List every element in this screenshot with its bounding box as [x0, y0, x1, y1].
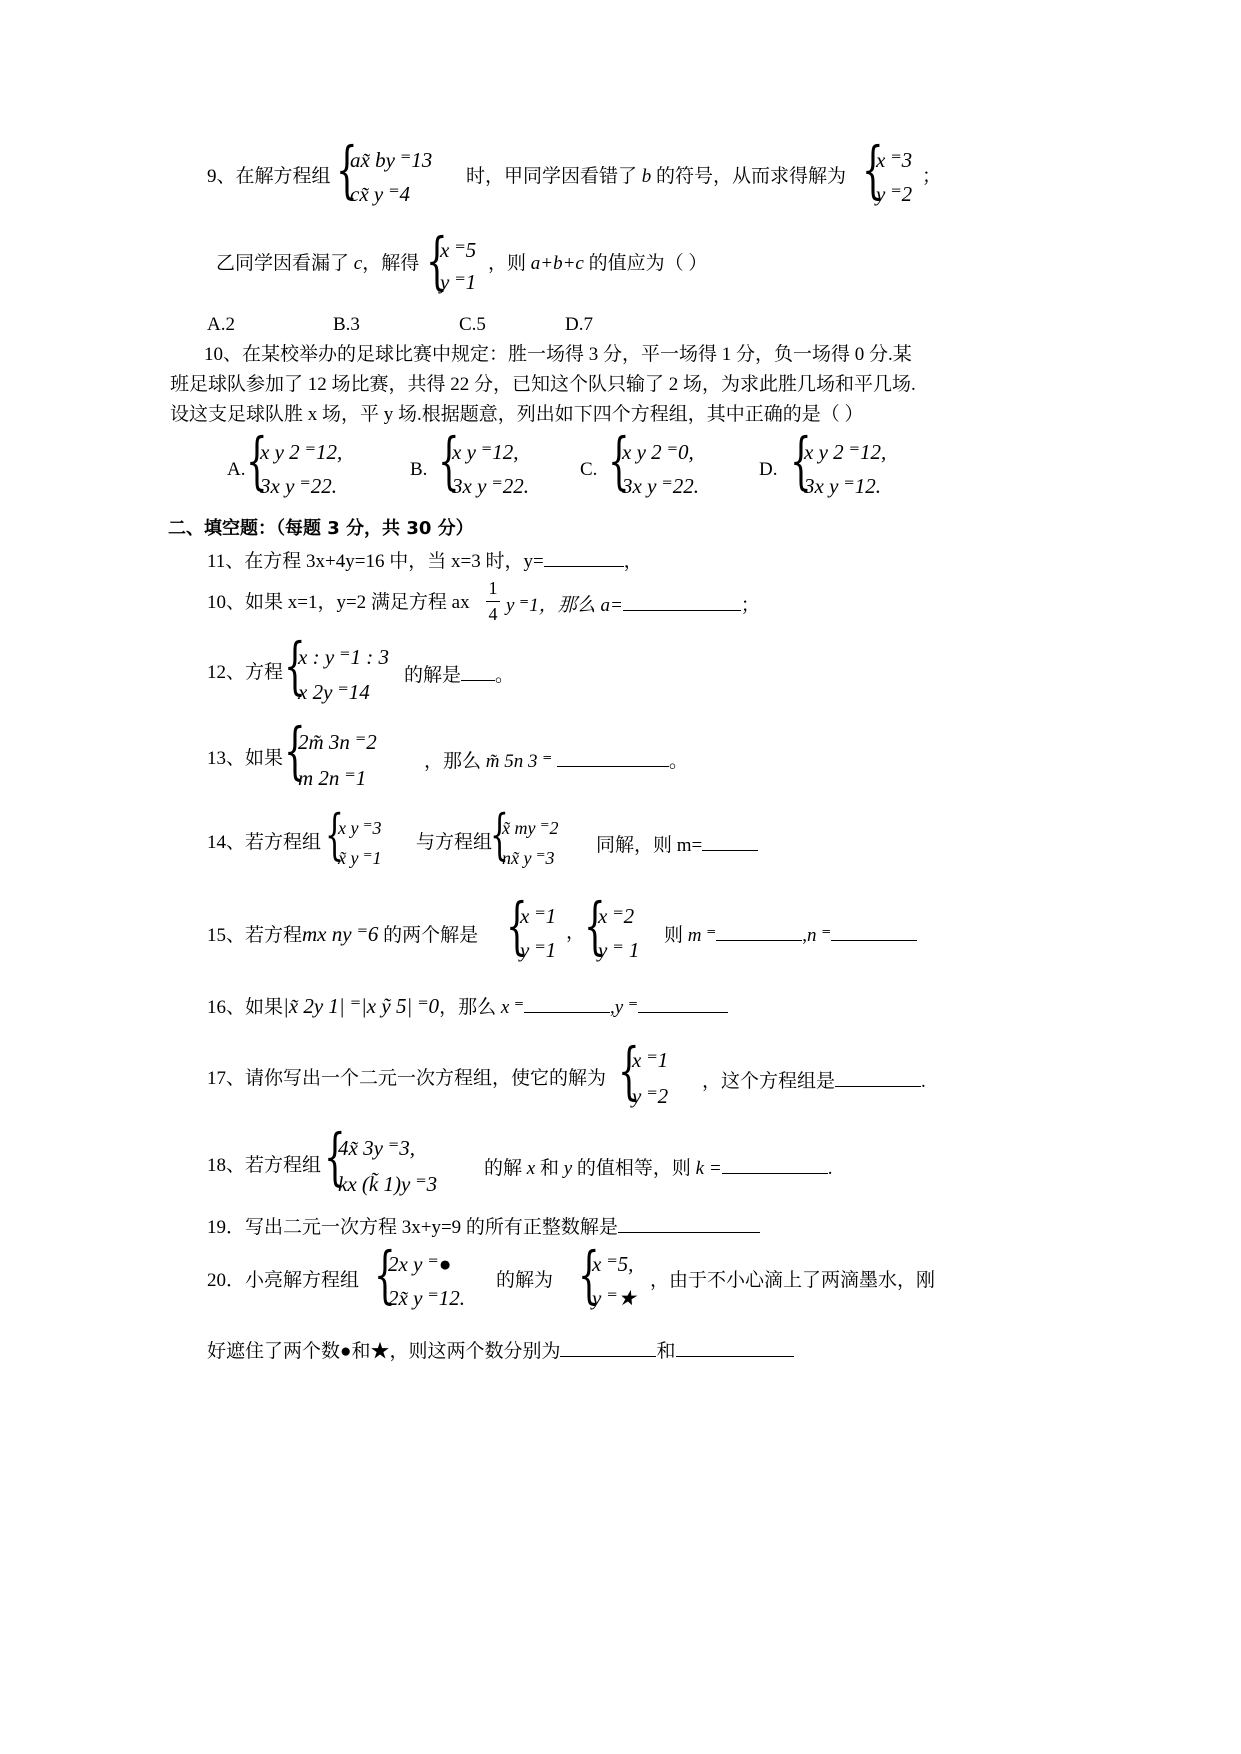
q9-mid: 时，甲同学因看错了 b 的符号，从而求得解为: [466, 166, 847, 187]
q20-sol-row-1: x ⁼5,: [592, 1252, 634, 1276]
q12-row-2: x 2y ⁼14: [298, 680, 370, 704]
q20-blank-1[interactable]: [560, 1338, 656, 1357]
q10-opt-d-row-1: x y 2 ⁼12,: [804, 440, 887, 464]
q13-text-2: ，那么 m̃ 5n 3 ⁼ 。: [424, 748, 688, 774]
q10-opt-a-label: A.: [227, 459, 246, 480]
q9-sol-row-2: y ⁼2: [876, 182, 913, 206]
q20-sys-row-2: 2x̃ y ⁼12.: [388, 1286, 465, 1310]
q9-intro: 9、在解方程组: [207, 166, 331, 187]
q10-opt-c-row-1: x y 2 ⁼0,: [622, 440, 694, 464]
q10-opt-b-row-1: x y ⁼12,: [452, 440, 519, 464]
q10-opt-d-row-2: 3x y ⁼12.: [804, 474, 881, 498]
q17-answer-blank[interactable]: [835, 1068, 921, 1087]
q14-sys2-row-2: nx̃ y ⁼3: [502, 848, 555, 868]
q10-opt-b-label: B.: [410, 459, 428, 480]
q9-option-d: D.7: [565, 314, 593, 335]
q14-brace-1: {: [325, 803, 344, 866]
q20-line-2: 好遮住了两个数●和★，则这两个数分别为 和: [207, 1338, 794, 1364]
q9-line2: 乙同学因看漏了 c，解得: [216, 253, 420, 274]
q10-line-3: 设这支足球队胜 x 场，平 y 场.根据题意，列出如下四个方程组，其中正确的是（ ）: [170, 404, 864, 425]
q19-answer-blank[interactable]: [618, 1214, 760, 1233]
q15-m-blank[interactable]: [716, 922, 802, 941]
q10b-text-2: y ⁼1，那么 a= ；: [506, 592, 760, 618]
q14-sys1-row-1: x y ⁼3: [338, 818, 382, 838]
q14-text: 14、若方程组: [207, 832, 322, 853]
q15-sol1-row-2: y ⁼1: [520, 938, 557, 962]
q17-row-1: x ⁼1: [632, 1048, 669, 1072]
q15-sol1-row-1: x ⁼1: [520, 904, 557, 928]
q14-sys2-row-1: x̃ my ⁼2: [502, 818, 559, 838]
q15-brace-2: {: [584, 889, 606, 962]
q9-option-c: C.5: [459, 314, 486, 335]
q17-text-2: ，这个方程组是 .: [702, 1068, 926, 1094]
q15-text: 15、若方程mx ny ⁼6 的两个解是: [207, 922, 479, 946]
q13-text: 13、如果: [207, 748, 284, 769]
q9-brace-2: {: [862, 133, 884, 206]
q10-opt-c-brace: {: [608, 424, 630, 497]
q9-option-b: B.3: [333, 314, 360, 335]
q15-n-blank[interactable]: [831, 922, 917, 941]
q18-text: 18、若方程组: [207, 1155, 322, 1176]
q9-option-a: A.2: [207, 314, 235, 335]
q9-brace-1: {: [336, 133, 358, 206]
q16-x-blank[interactable]: [524, 994, 610, 1013]
q9-sol2-row-1: x ⁼5: [440, 238, 477, 262]
q9-line2-end: ，则 a+b+c 的值应为（ ）: [488, 253, 708, 274]
q18-text-2: 的解 x 和 y 的值相等，则 k = .: [484, 1155, 832, 1181]
q12-brace: {: [284, 629, 306, 702]
q10-opt-c-label: C.: [580, 459, 598, 480]
q14-text-3: 同解，则 m=: [596, 832, 758, 858]
q9-brace-3: {: [426, 224, 448, 297]
q14-answer-blank[interactable]: [702, 832, 758, 851]
q13-row-2: m 2n ⁼1: [298, 766, 367, 790]
q15-sol2-row-2: y ⁼ 1: [598, 938, 640, 962]
q10b-fraction: 1 4: [486, 578, 500, 625]
q12-row-1: x : y ⁼1 : 3: [298, 645, 389, 669]
q19-text: 19．写出二元一次方程 3x+y=9 的所有正整数解是: [207, 1214, 760, 1240]
q15-sol2-row-1: x ⁼2: [598, 904, 635, 928]
q20-text-3: ，由于不小心滴上了两滴墨水，刚: [650, 1270, 936, 1291]
q10-opt-a-brace: {: [246, 424, 268, 497]
q14-sys1-row-2: x̃ y ⁼1: [338, 848, 382, 868]
q17-row-2: y ⁼2: [632, 1084, 669, 1108]
q20-brace-1: {: [374, 1238, 396, 1311]
q10-line-1: 10、在某校举办的足球比赛中规定：胜一场得 3 分，平一场得 1 分，负一场得 0 分.某: [204, 344, 912, 365]
section-title-fill-in: 二、填空题：（每题 3 分，共 30 分）: [168, 518, 474, 539]
q18-row-1: 4x̃ 3y ⁼3,: [338, 1136, 415, 1160]
q10-opt-c-row-2: 3x y ⁼22.: [622, 474, 699, 498]
q9-sol2-row-2: y ⁼1: [440, 270, 477, 294]
q10-opt-d-brace: {: [790, 424, 812, 497]
q12-answer-blank[interactable]: [461, 662, 495, 681]
q12-text: 12、方程: [207, 662, 284, 683]
q13-answer-blank[interactable]: [557, 748, 669, 767]
q20-sol-row-2: y ⁼★: [592, 1286, 637, 1310]
q20-text-2: 的解为: [496, 1270, 554, 1291]
q18-brace: {: [324, 1120, 346, 1193]
q17-brace: {: [618, 1034, 640, 1107]
q15-comma: ，: [566, 922, 586, 943]
q10-opt-a-row-1: x y 2 ⁼12,: [260, 440, 343, 464]
q20-blank-2[interactable]: [676, 1338, 794, 1357]
q9-sys-row-2: cx̃ y ⁼4: [350, 182, 411, 206]
q16-text: 16、如果|x̃ 2y 1| ⁼|x ỹ 5| ⁼0，那么 x ⁼ ,y ⁼: [207, 994, 728, 1020]
q16-y-blank[interactable]: [638, 994, 728, 1013]
q15-brace-1: {: [506, 889, 528, 962]
q11-answer-blank[interactable]: [544, 548, 624, 567]
q18-row-2: kx (k̃ 1)y ⁼3: [338, 1172, 438, 1196]
q10-opt-d-label: D.: [759, 459, 778, 480]
q10-opt-a-row-2: 3x y ⁼22.: [260, 474, 337, 498]
q10b-answer-blank[interactable]: [623, 592, 741, 611]
q13-brace: {: [284, 714, 306, 787]
q14-brace-2: {: [490, 803, 509, 866]
q14-text-2: 与方程组: [416, 832, 493, 853]
q17-text: 17、请你写出一个二元一次方程组，使它的解为: [207, 1068, 607, 1089]
q13-row-1: 2m̃ 3n ⁼2: [298, 730, 377, 754]
q10-line-2: 班足球队参加了 12 场比赛，共得 22 分，已知这个队只输了 2 场，为求此胜几场和平几场.: [170, 374, 916, 395]
q9-end: ；: [922, 166, 942, 187]
q20-text: 20．小亮解方程组: [207, 1270, 360, 1291]
q9-sys-row-1: ax̃ by ⁼13: [350, 148, 433, 172]
q20-brace-2: {: [578, 1238, 600, 1311]
q15-text-2: 则 m ⁼ ,n ⁼: [664, 922, 917, 948]
q11-text: 11、在方程 3x+4y=16 中，当 x=3 时，y= ，: [207, 548, 643, 574]
q10-opt-b-row-2: 3x y ⁼22.: [452, 474, 529, 498]
q12-text-2: 的解是 。: [404, 662, 514, 688]
q18-answer-blank[interactable]: [722, 1155, 828, 1174]
q9-sol-row-1: x ⁼3: [876, 148, 913, 172]
q20-sys-row-1: 2x y ⁼●: [388, 1252, 452, 1276]
q10b-text: 10、如果 x=1，y=2 满足方程 ax: [207, 592, 470, 613]
q10-opt-b-brace: {: [438, 424, 460, 497]
